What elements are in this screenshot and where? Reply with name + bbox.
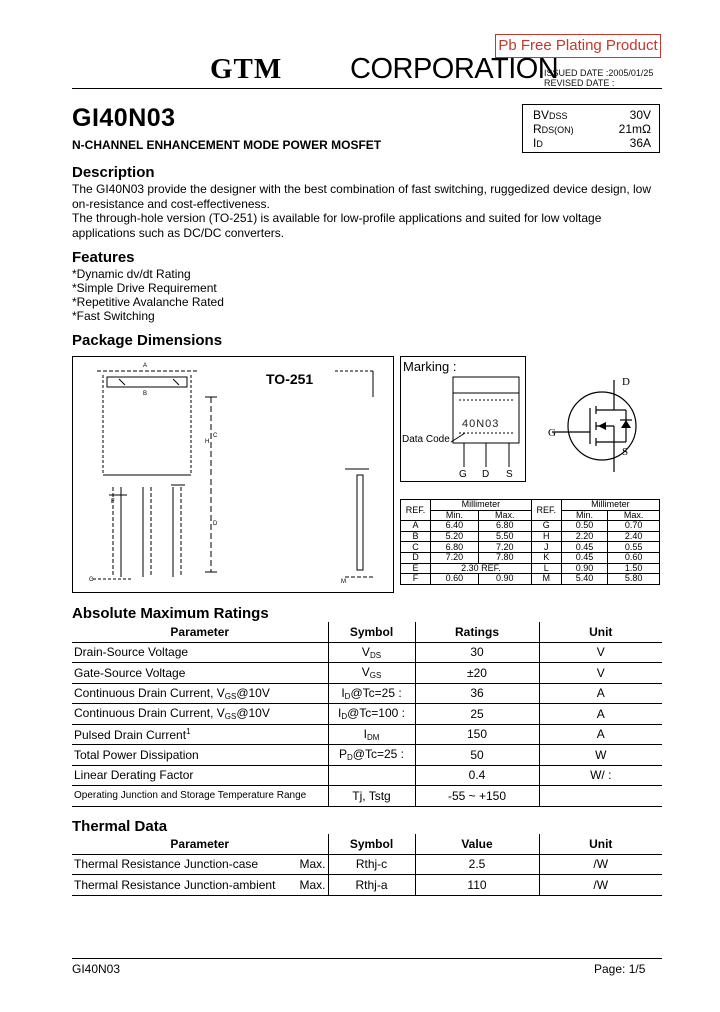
spec-key: RDS(ON)	[533, 122, 574, 136]
rating-cell: 50	[415, 745, 539, 766]
dim-cell: E	[401, 563, 431, 574]
feature-item: *Fast Switching	[72, 309, 155, 323]
table-row	[72, 663, 662, 684]
table-row	[72, 875, 662, 896]
issue-dates	[544, 68, 653, 88]
footer-divider	[72, 958, 662, 959]
svg-text:H: H	[205, 439, 210, 445]
dim-cell: 0.60	[431, 574, 479, 585]
table-row	[72, 854, 662, 875]
unit-cell: A	[539, 724, 662, 745]
dim-cell: 0.90	[478, 574, 531, 585]
marking-box	[400, 356, 526, 482]
marking-code: 40N03	[462, 418, 500, 430]
dim-cell: G	[531, 521, 561, 532]
unit-cell: /W	[539, 875, 662, 896]
svg-text:C: C	[213, 433, 218, 439]
col-header: Parameter	[72, 622, 328, 642]
value-cell: 2.5	[415, 854, 539, 875]
dim-cell: H	[531, 531, 561, 542]
param-cell: Drain-Source Voltage	[72, 642, 328, 663]
col-header: Value	[415, 834, 539, 854]
rating-cell: 25	[415, 704, 539, 725]
spec-row	[533, 122, 651, 136]
unit-cell: A	[539, 683, 662, 704]
table-row	[72, 745, 662, 766]
key-specs-box	[522, 104, 660, 153]
rating-cell: -55 ~ +150	[415, 786, 539, 807]
spec-value: 30V	[629, 108, 651, 122]
dim-cell: 0.45	[561, 552, 608, 563]
dim-cell: 7.20	[431, 552, 479, 563]
features-list	[72, 267, 662, 323]
dim-cell: 0.45	[561, 542, 608, 553]
spec-key: BVDSS	[533, 108, 568, 122]
dim-cell: 6.80	[431, 542, 479, 553]
package-type-label: TO-251	[266, 371, 314, 387]
dim-subheader-cell: Min.	[561, 510, 608, 521]
col-header: Symbol	[328, 622, 415, 642]
col-header: Symbol	[328, 834, 415, 854]
table-row	[72, 786, 662, 807]
table-row	[72, 704, 662, 725]
symbol-cell: $V_{DS}$	[328, 642, 415, 663]
svg-text:D: D	[213, 521, 218, 527]
dim-cell: A	[401, 521, 431, 532]
svg-text:G: G	[89, 577, 94, 583]
dim-cell: L	[531, 563, 561, 574]
footer-part-number: GI40N03	[72, 962, 121, 976]
unit-cell: V	[539, 663, 662, 684]
param-cell: Pulsed Drain Current$^1$	[72, 724, 328, 745]
unit-cell: W	[539, 745, 662, 766]
symbol-cell	[328, 765, 415, 786]
rating-cell: 30	[415, 642, 539, 663]
table-row	[401, 552, 660, 563]
data-code-label: Data Code	[402, 434, 450, 445]
dim-cell: C	[401, 542, 431, 553]
unit-cell: /W	[539, 854, 662, 875]
rating-cell: ±20	[415, 663, 539, 684]
company-name: CORPORATION	[350, 53, 559, 85]
table-row	[401, 521, 660, 532]
description-heading: Description	[72, 164, 155, 181]
param-cell: Thermal Resistance Junction-ambient Max.	[72, 875, 328, 896]
package-drawing	[72, 356, 394, 593]
marking-label: Marking :	[403, 359, 457, 374]
col-header: Ratings	[415, 622, 539, 642]
dim-header-cell: REF.	[531, 500, 561, 521]
header-divider	[72, 88, 662, 89]
param-cell: Gate-Source Voltage	[72, 663, 328, 684]
description-p2: The through-hole version (TO-251) is available for low-profile applications and suited for low voltage applications such as DC/DC converters.	[72, 211, 602, 240]
description-p1: The GI40N03 provide the designer with the best combination of fast switching, ruggedized device design, low on-resistance and cost-effectiveness.	[72, 182, 651, 211]
dim-cell: 5.40	[561, 574, 608, 585]
param-cell: Continuous Drain Current, $V_{GS}@10V$	[72, 704, 328, 725]
dimension-header-row	[401, 500, 660, 511]
dimension-table	[400, 499, 660, 585]
symbol-cell: Tj, Tstg	[328, 786, 415, 807]
dim-cell: 2.20	[561, 531, 608, 542]
unit-cell: V	[539, 642, 662, 663]
dim-cell: 5.80	[608, 574, 660, 585]
dim-cell: 0.90	[561, 563, 608, 574]
value-cell: 110	[415, 875, 539, 896]
symbol-cell: $I_D@Tc=25$ :	[328, 683, 415, 704]
thermal-table	[72, 834, 662, 896]
unit-cell	[539, 786, 662, 807]
company-logo: GTM	[210, 53, 283, 85]
dim-cell: 6.40	[431, 521, 479, 532]
mosfet-symbol-svg	[532, 356, 660, 482]
feature-item: *Dynamic dv/dt Rating	[72, 267, 191, 281]
pb-free-badge: Pb Free Plating Product	[495, 34, 661, 58]
dim-cell: M	[531, 574, 561, 585]
symbol-cell: $I_D@Tc=100$ :	[328, 704, 415, 725]
dim-cell: B	[401, 531, 431, 542]
dim-cell: 0.50	[561, 521, 608, 532]
symbol-cell: Rthj-c	[328, 854, 415, 875]
symbol-cell: $P_D@Tc=25$ :	[328, 745, 415, 766]
dim-cell: 1.50	[608, 563, 660, 574]
spec-value: 36A	[629, 136, 651, 150]
dim-cell: 0.60	[608, 552, 660, 563]
param-cell: Operating Junction and Storage Temperature Range	[72, 786, 328, 807]
schematic-source-label: S	[622, 446, 629, 458]
pin-label-g: G	[459, 469, 467, 480]
table-row	[401, 542, 660, 553]
spec-row	[533, 136, 651, 150]
svg-text:F: F	[111, 499, 115, 505]
rating-cell: 150	[415, 724, 539, 745]
spec-value: 21mΩ	[618, 122, 651, 136]
dim-cell: 0.70	[608, 521, 660, 532]
table-row	[72, 642, 662, 663]
issued-date: ISSUED DATE :2005/01/25	[544, 68, 654, 78]
dimension-subheader-row	[401, 510, 660, 521]
svg-text:B: B	[143, 391, 148, 397]
dim-cell: K	[531, 552, 561, 563]
dim-subheader-cell: Min.	[431, 510, 479, 521]
svg-text:M: M	[341, 579, 346, 585]
table-row	[401, 563, 660, 574]
dim-cell: 0.55	[608, 542, 660, 553]
package-heading: Package Dimensions	[72, 332, 223, 349]
package-outline-svg	[73, 357, 393, 592]
pin-label-s: S	[506, 469, 513, 480]
table-header-row	[72, 622, 662, 642]
dim-cell: F	[401, 574, 431, 585]
schematic-gate-label: G	[548, 427, 556, 439]
symbol-cell: Rthj-a	[328, 875, 415, 896]
param-cell: Thermal Resistance Junction-case Max.	[72, 854, 328, 875]
symbol-cell: $V_{GS}$	[328, 663, 415, 684]
dim-cell: 7.20	[478, 542, 531, 553]
table-row	[72, 683, 662, 704]
table-row	[72, 765, 662, 786]
dim-cell: 2.30 REF.	[431, 563, 532, 574]
rating-cell: 36	[415, 683, 539, 704]
dim-cell: 2.40	[608, 531, 660, 542]
param-cell: Linear Derating Factor	[72, 765, 328, 786]
dim-header-cell: Millimeter	[431, 500, 532, 511]
unit-cell: W/ :	[539, 765, 662, 786]
part-number: GI40N03	[72, 104, 176, 132]
param-cell: Continuous Drain Current, $V_{GS}@10V$	[72, 683, 328, 704]
thermal-heading: Thermal Data	[72, 818, 168, 835]
part-subtitle: N-CHANNEL ENHANCEMENT MODE POWER MOSFET	[72, 138, 382, 152]
dim-subheader-cell: Max.	[608, 510, 660, 521]
symbol-cell: $I_{DM}$	[328, 724, 415, 745]
dim-header-cell: Millimeter	[561, 500, 659, 511]
param-cell: Total Power Dissipation	[72, 745, 328, 766]
dim-cell: 5.20	[431, 531, 479, 542]
footer-page-number: Page: 1/5	[594, 962, 646, 976]
spec-row	[533, 108, 651, 122]
abs-max-heading: Absolute Maximum Ratings	[72, 605, 269, 622]
feature-item: *Repetitive Avalanche Rated	[72, 295, 224, 309]
features-heading: Features	[72, 249, 135, 266]
col-header: Unit	[539, 834, 662, 854]
dim-cell: 5.50	[478, 531, 531, 542]
dim-header-cell: REF.	[401, 500, 431, 521]
spec-key: ID	[533, 136, 543, 150]
dim-cell: J	[531, 542, 561, 553]
mosfet-schematic	[532, 356, 660, 482]
dim-subheader-cell: Max.	[478, 510, 531, 521]
svg-text:A: A	[143, 363, 148, 369]
dim-cell: 6.80	[478, 521, 531, 532]
unit-cell: A	[539, 704, 662, 725]
rating-cell: 0.4	[415, 765, 539, 786]
col-header: Unit	[539, 622, 662, 642]
feature-item: *Simple Drive Requirement	[72, 281, 217, 295]
table-row	[72, 724, 662, 745]
dim-cell: 7.80	[478, 552, 531, 563]
table-row	[401, 574, 660, 585]
pin-label-d: D	[482, 469, 490, 480]
revised-date: REVISED DATE :	[544, 78, 615, 88]
table-header-row	[72, 834, 662, 854]
schematic-drain-label: D	[622, 376, 630, 388]
dim-cell: D	[401, 552, 431, 563]
col-header: Parameter	[72, 834, 328, 854]
abs-max-table	[72, 622, 662, 807]
table-row	[401, 531, 660, 542]
